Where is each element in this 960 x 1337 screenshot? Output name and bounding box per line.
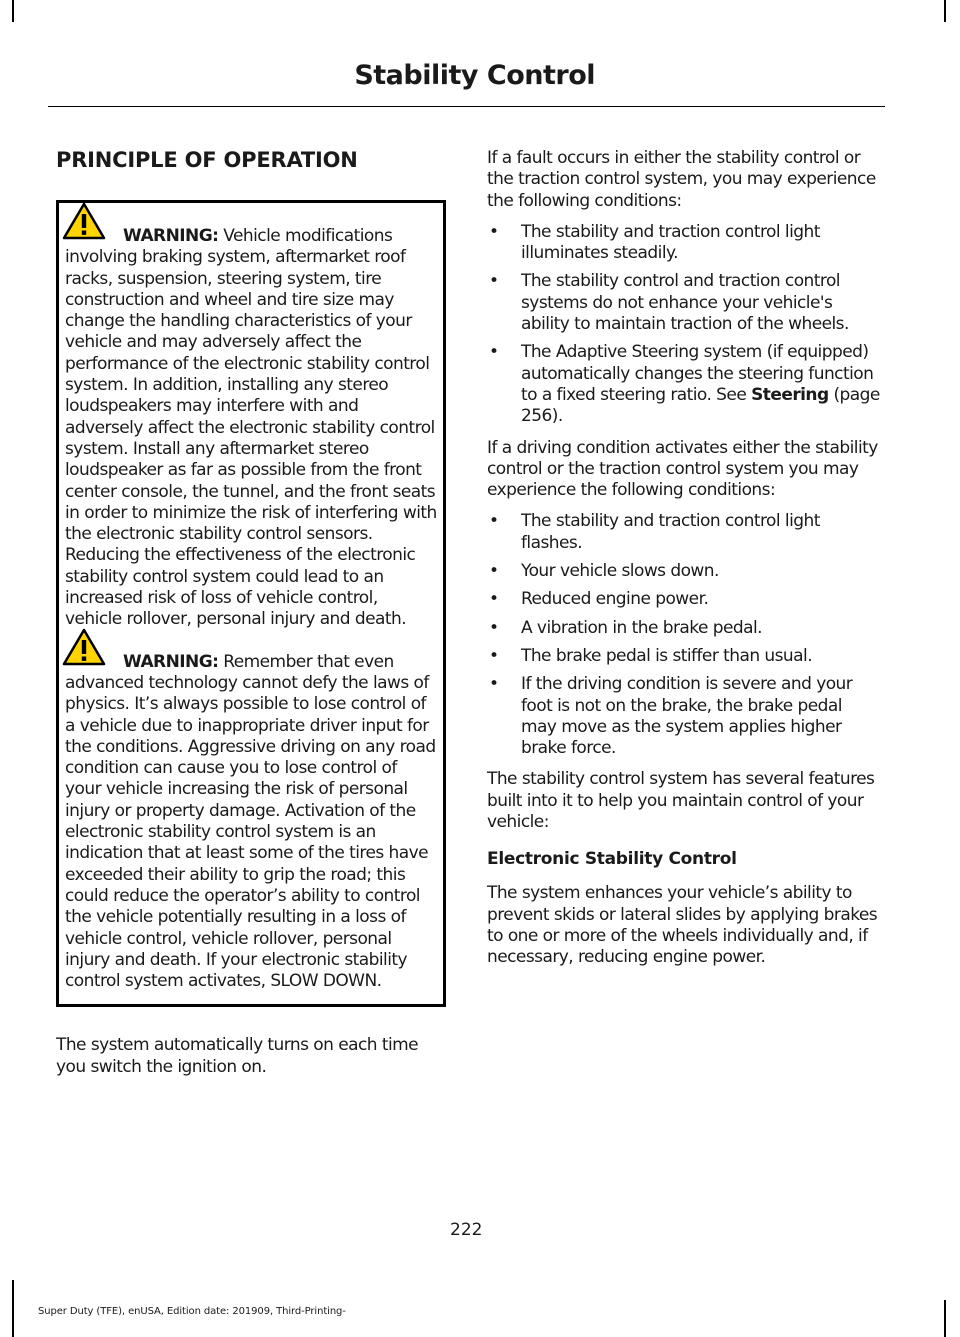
bullet: • bbox=[489, 589, 499, 610]
footer-edition-info: Super Duty (TFE), enUSA, Edition date: 201909, Third-Printing- bbox=[38, 1306, 346, 1317]
page-number: 222 bbox=[450, 1220, 483, 1240]
warning-triangle-icon bbox=[65, 221, 123, 241]
bullet: • bbox=[489, 271, 499, 292]
warning-paragraph-1 bbox=[65, 221, 437, 631]
features-intro-paragraph: The stability control system has several features built into it to help you maintain control of your vehicle: bbox=[487, 769, 875, 833]
list-item: • The brake pedal is stiffer than usual. bbox=[489, 645, 813, 666]
crop-mark-bottom-right bbox=[944, 1300, 946, 1337]
page-header-title: Stability Control bbox=[354, 60, 595, 91]
bullet: • bbox=[489, 674, 499, 695]
warning-text: Vehicle modifications involving braking system, aftermarket roof racks, suspension, steering system, tire construction and wheel and tire size may change the handling characteristics of your vehicle and may adversely affect the performance of the electronic stability control system. In addition, installing any stereo loudspeakers may interfere with and adversely affect the electronic stability control system. Install any aftermarket stereo loudspeaker as far as possible from the front center console, the tunnel, and the front seats in order to minimize the risk of interfering with the electronic stability control sensors. Reducing the effectiveness of the electronic stability control system could lead to an increased risk of loss of vehicle control, vehicle rollover, personal injury and death. bbox=[65, 226, 437, 630]
warning-label: WARNING: bbox=[123, 226, 219, 246]
header-rule bbox=[48, 106, 885, 107]
list-item: • The stability and traction control light illuminates steadily. bbox=[489, 221, 820, 264]
bullet: • bbox=[489, 561, 499, 582]
list-item: • If the driving condition is severe and your foot is not on the brake, the brake pedal may move as the system applies higher brake force. bbox=[489, 674, 853, 759]
fault-intro-paragraph: If a fault occurs in either the stability control or the traction control system, you may experience the following conditions: bbox=[487, 148, 876, 211]
list-item: • The stability control and traction control systems do not enhance your vehicle's ability to maintain traction of the wheels. bbox=[489, 271, 849, 335]
warning-box bbox=[56, 200, 446, 1007]
esc-paragraph: The system enhances your vehicle’s ability to prevent skids or lateral slides by applying brakes to one or more of the wheels individually and, if necessary, reducing engine power. bbox=[487, 883, 878, 968]
page-reference: (page 256). bbox=[521, 384, 880, 427]
crop-mark-bottom-left bbox=[12, 1280, 14, 1337]
crop-mark-top-left bbox=[12, 0, 14, 22]
driving-intro-paragraph: If a driving condition activates either the stability control or the traction control system you may experience the following conditions: bbox=[487, 437, 878, 501]
bullet: • bbox=[489, 221, 499, 242]
bullet: • bbox=[489, 617, 499, 638]
right-column bbox=[487, 148, 882, 979]
warning-text: Remember that even advanced technology cannot defy the laws of physics. It’s always possible to lose control of a vehicle due to inappropriate driver input for the conditions. Aggressive driving on any road condition can cause you to lose control of your vehicle increasing the risk of personal injury or property damage. Activation of the electronic stability control system is an indication that at least some of the tires have exceeded their ability to grip the road; this could reduce the operator’s ability to control the vehicle potentially resulting in a loss of vehicle control, vehicle rollover, personal injury and death. If your electronic stability control system activates, SLOW DOWN. bbox=[65, 651, 436, 992]
bullet: • bbox=[489, 511, 499, 532]
warning-triangle-icon bbox=[65, 647, 123, 667]
list-item: • The Adaptive Steering system (if equipped) automatically changes the steering function to a fixed steering ratio. See Steering (page 256). bbox=[489, 342, 880, 427]
warning-paragraph-2 bbox=[65, 647, 437, 993]
crop-mark-top-right bbox=[944, 0, 946, 22]
list-item: • Your vehicle slows down. bbox=[489, 561, 719, 582]
list-item: • Reduced engine power. bbox=[489, 589, 709, 610]
fault-conditions-list bbox=[487, 222, 882, 428]
list-item: • A vibration in the brake pedal. bbox=[489, 617, 763, 638]
esc-subheading: Electronic Stability Control bbox=[487, 849, 737, 870]
left-column bbox=[56, 148, 446, 1078]
steering-cross-reference-link[interactable]: Steering bbox=[751, 384, 829, 405]
warning-label: WARNING: bbox=[123, 651, 219, 672]
bullet: • bbox=[489, 342, 499, 363]
section-heading: PRINCIPLE OF OPERATION bbox=[56, 148, 358, 172]
ignition-paragraph: The system automatically turns on each time you switch the ignition on. bbox=[56, 1035, 419, 1077]
driving-conditions-list bbox=[487, 511, 882, 759]
bullet: • bbox=[489, 645, 499, 666]
list-item: • The stability and traction control light flashes. bbox=[489, 511, 820, 553]
